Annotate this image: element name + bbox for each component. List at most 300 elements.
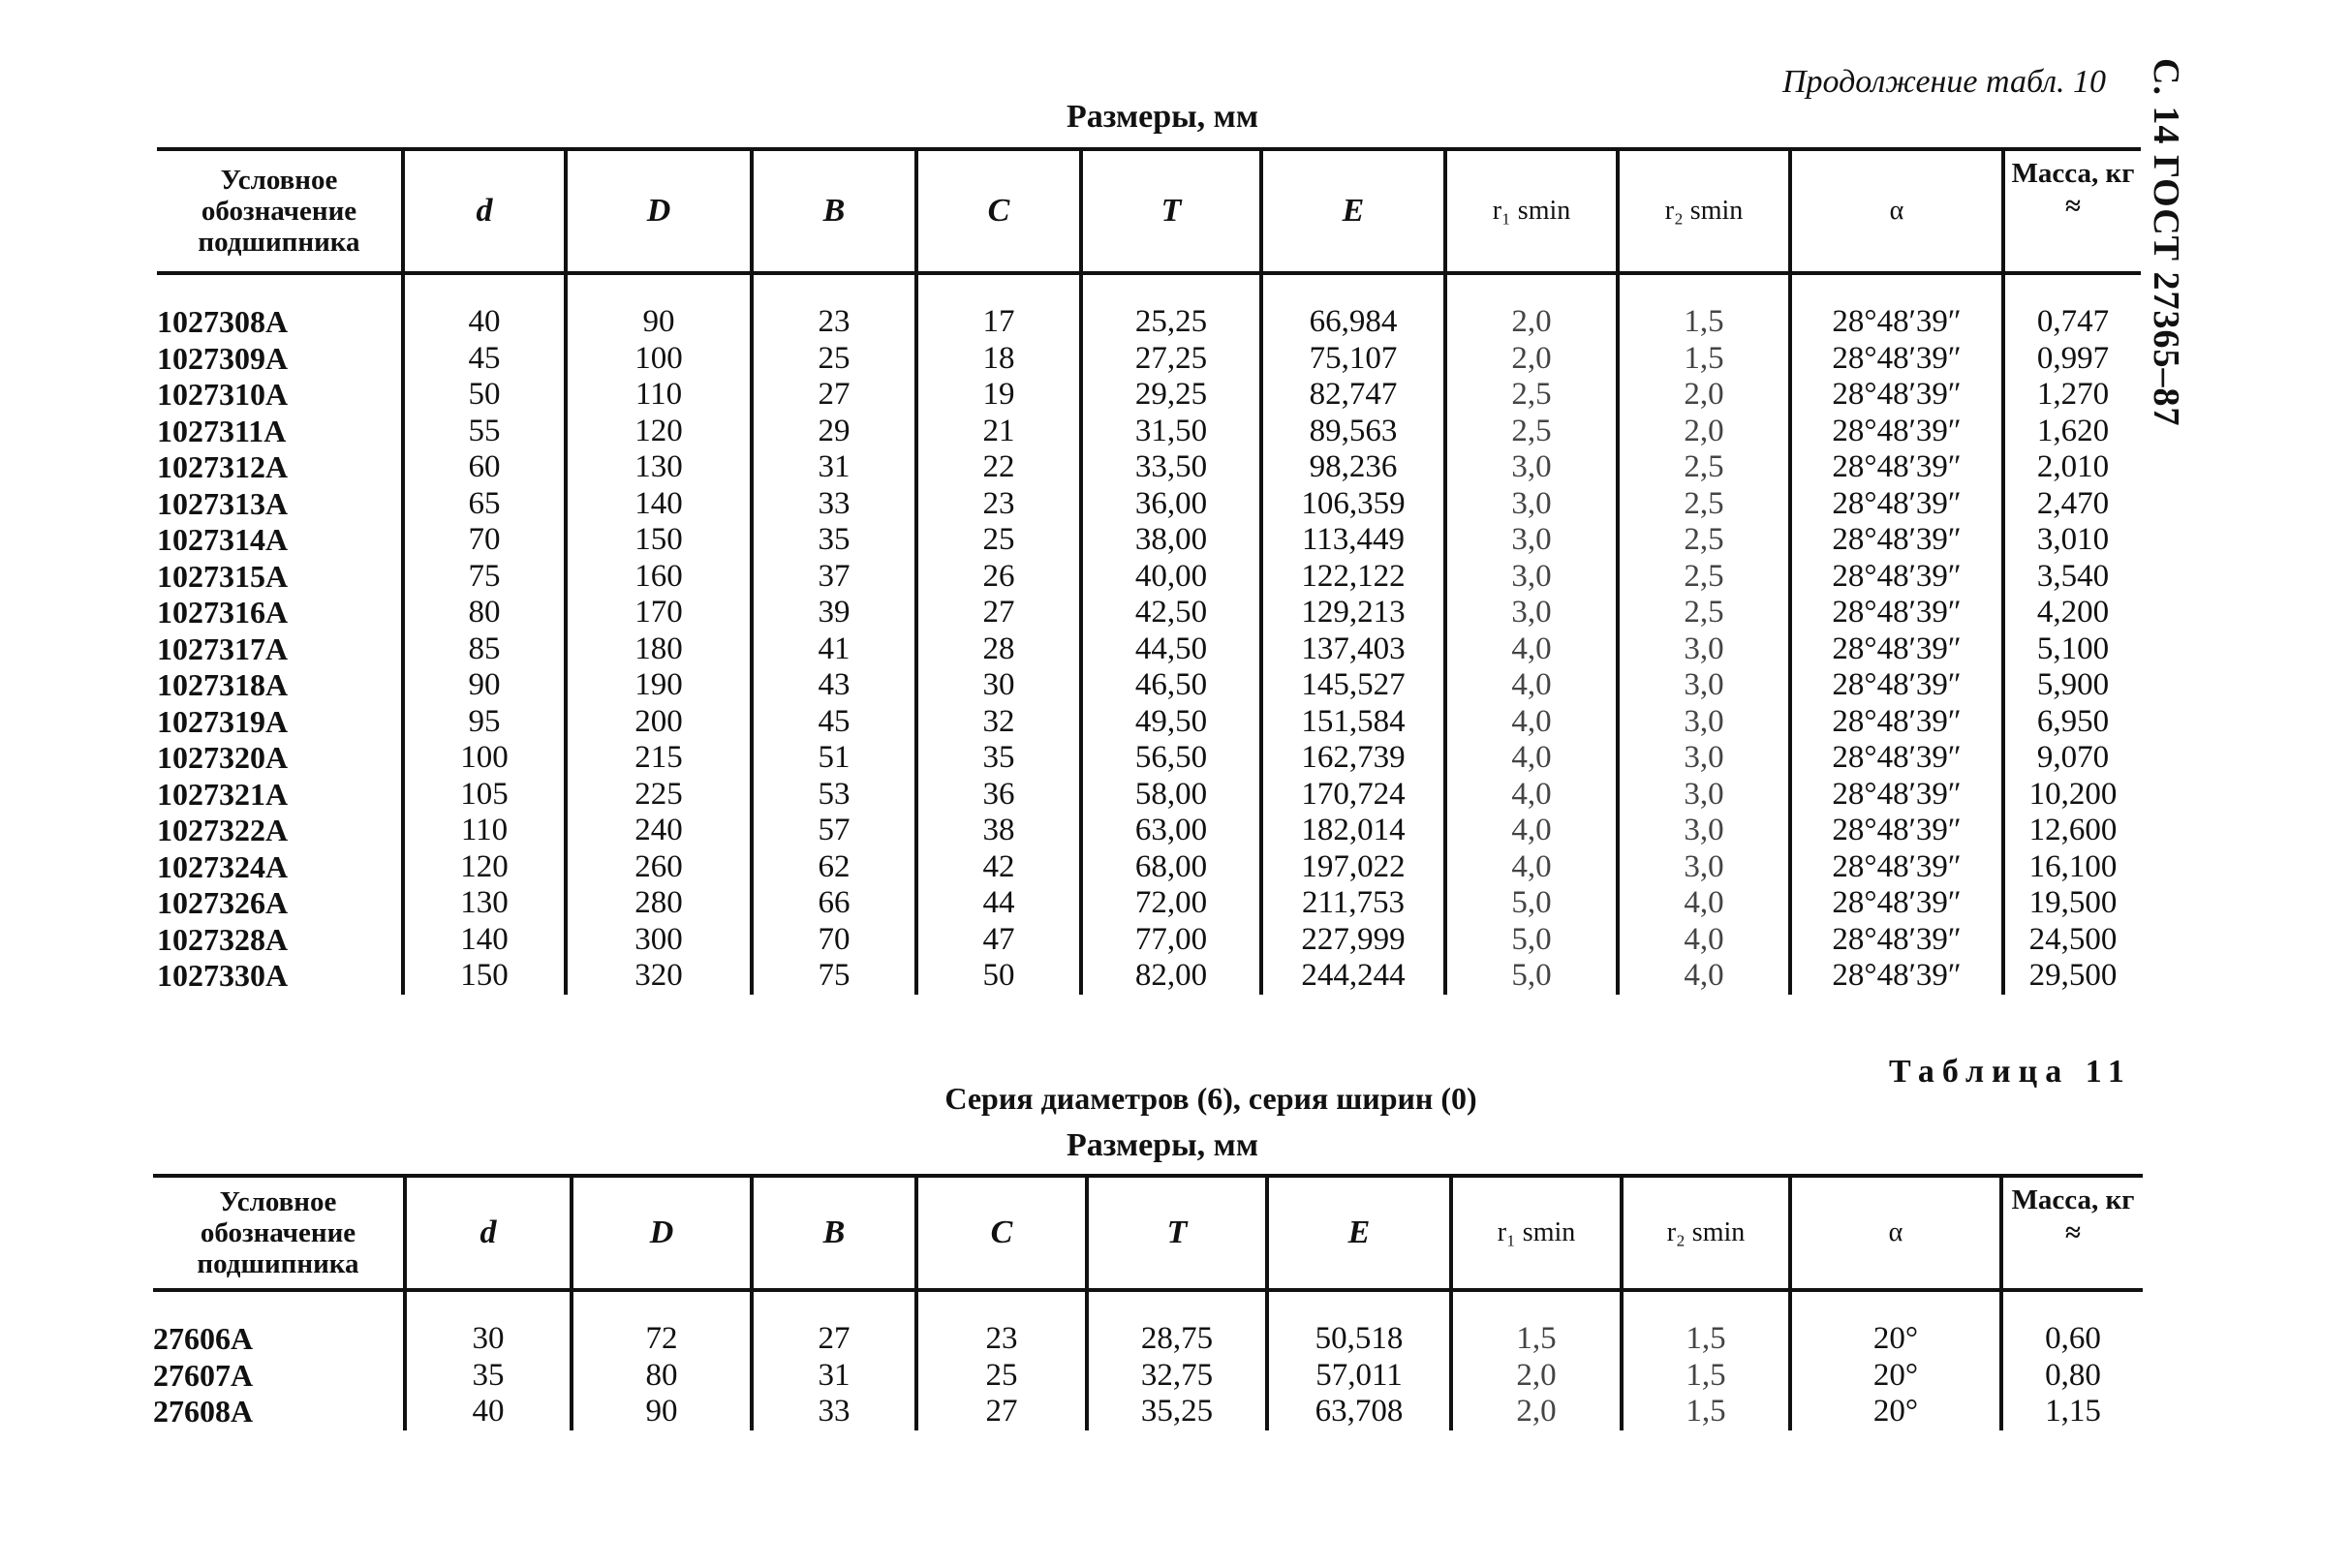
- cell-D: 280: [566, 885, 752, 922]
- cell-designation: 1027324A: [157, 848, 289, 884]
- cell-C: 25: [916, 522, 1081, 559]
- cell-D: 110: [566, 377, 752, 414]
- cell-D: 72: [572, 1321, 752, 1358]
- cell-T: 29,25: [1081, 377, 1261, 414]
- cell-T: 56,50: [1081, 740, 1261, 777]
- header-E: E: [1267, 1176, 1451, 1290]
- cell-T: 77,00: [1081, 922, 1261, 959]
- cell-designation: 1027328A: [157, 921, 289, 957]
- cell-r1smin: 4,0: [1445, 813, 1618, 849]
- cell-designation: 1027312A: [157, 449, 289, 484]
- cell-C: 27: [916, 595, 1081, 631]
- spacer-row: [153, 1290, 2143, 1321]
- cell-designation: 1027313A: [157, 485, 289, 521]
- cell-d: 50: [403, 377, 566, 414]
- spacer-row: [157, 273, 2141, 304]
- cell-designation: 1027321A: [157, 776, 289, 812]
- cell-r2smin: 3,0: [1618, 777, 1790, 814]
- cell-d: 70: [403, 522, 566, 559]
- cell-alpha: 28°48′39″: [1790, 667, 2003, 704]
- cell-D: 150: [566, 522, 752, 559]
- cell-B: 31: [752, 449, 916, 486]
- cell-E: 129,213: [1261, 595, 1445, 631]
- header-B: B: [752, 149, 916, 273]
- cell-r1smin: 2,5: [1445, 377, 1618, 414]
- spacer-cell: [752, 1290, 916, 1321]
- cell-d: 35: [405, 1358, 572, 1395]
- cell-d: 65: [403, 486, 566, 523]
- cell-mass: 4,200: [2003, 595, 2141, 631]
- table10-units: Размеры, мм: [1067, 99, 1258, 135]
- spacer-cell: [1790, 273, 2003, 304]
- cell-B: 51: [752, 740, 916, 777]
- cell-E: 82,747: [1261, 377, 1445, 414]
- cell-T: 31,50: [1081, 414, 1261, 450]
- table11-series: Серия диаметров (6), серия ширин (0): [944, 1081, 1477, 1116]
- table-row: [157, 885, 2141, 922]
- header-alpha: α: [1790, 149, 2003, 273]
- cell-alpha: 28°48′39″: [1790, 449, 2003, 486]
- cell-mass: 29,500: [2003, 958, 2141, 995]
- cell-B: 43: [752, 667, 916, 704]
- spacer-cell: [403, 273, 566, 304]
- cell-alpha: 28°48′39″: [1790, 377, 2003, 414]
- header-r2smin: r₂ smin: [1618, 149, 1790, 273]
- cell-r1smin: 5,0: [1445, 885, 1618, 922]
- table-row: [157, 304, 2141, 341]
- cell-C: 23: [916, 486, 1081, 523]
- cell-B: 53: [752, 777, 916, 814]
- cell-D: 200: [566, 704, 752, 741]
- cell-designation: 27607A: [153, 1357, 254, 1393]
- cell-C: 47: [916, 922, 1081, 959]
- cell-E: 151,584: [1261, 704, 1445, 741]
- cell-designation: 1027315A: [157, 558, 289, 594]
- cell-D: 120: [566, 414, 752, 450]
- cell-E: 197,022: [1261, 849, 1445, 886]
- cell-alpha: 28°48′39″: [1790, 777, 2003, 814]
- cell-d: 110: [403, 813, 566, 849]
- cell-r1smin: 4,0: [1445, 631, 1618, 668]
- cell-designation: 1027320A: [157, 740, 289, 775]
- cell-r2smin: 3,0: [1618, 740, 1790, 777]
- spacer-cell: [1081, 273, 1261, 304]
- cell-alpha: 28°48′39″: [1790, 414, 2003, 450]
- cell-r2smin: 1,5: [1622, 1358, 1790, 1395]
- cell-E: 113,449: [1261, 522, 1445, 559]
- spacer-cell: [1790, 1290, 2001, 1321]
- cell-r1smin: 3,0: [1445, 559, 1618, 596]
- cell-T: 38,00: [1081, 522, 1261, 559]
- cell-mass: 5,100: [2003, 631, 2141, 668]
- cell-C: 27: [916, 1394, 1087, 1430]
- cell-B: 27: [752, 1321, 916, 1358]
- spacer-cell: [153, 1290, 405, 1321]
- cell-designation: 1027330A: [157, 958, 289, 993]
- cell-d: 90: [403, 667, 566, 704]
- spacer-cell: [157, 273, 403, 304]
- spacer-cell: [2001, 1290, 2143, 1321]
- table11-units: Размеры, мм: [1067, 1127, 1258, 1163]
- cell-D: 190: [566, 667, 752, 704]
- cell-mass: 1,620: [2003, 414, 2141, 450]
- table-row: [157, 849, 2141, 886]
- cell-E: 211,753: [1261, 885, 1445, 922]
- spacer-cell: [1267, 1290, 1451, 1321]
- cell-T: 40,00: [1081, 559, 1261, 596]
- table-row: [157, 667, 2141, 704]
- cell-alpha: 28°48′39″: [1790, 631, 2003, 668]
- cell-E: 122,122: [1261, 559, 1445, 596]
- spacer-cell: [752, 273, 916, 304]
- cell-E: 98,236: [1261, 449, 1445, 486]
- cell-E: 145,527: [1261, 667, 1445, 704]
- cell-T: 68,00: [1081, 849, 1261, 886]
- cell-B: 31: [752, 1358, 916, 1395]
- header-B: B: [752, 1176, 916, 1290]
- cell-d: 150: [403, 958, 566, 995]
- header-C: C: [916, 1176, 1087, 1290]
- cell-designation: 27606A: [153, 1321, 254, 1356]
- spacer-cell: [1451, 1290, 1622, 1321]
- table-row: [157, 522, 2141, 559]
- cell-r1smin: 3,0: [1445, 522, 1618, 559]
- cell-mass: 24,500: [2003, 922, 2141, 959]
- table10-header-row: [157, 149, 2141, 273]
- cell-mass: 0,747: [2003, 304, 2141, 341]
- cell-E: 170,724: [1261, 777, 1445, 814]
- header-r1smin: r₁ smin: [1445, 149, 1618, 273]
- spacer-cell: [1445, 273, 1618, 304]
- cell-mass: 0,60: [2001, 1321, 2143, 1358]
- header-alpha: α: [1790, 1176, 2001, 1290]
- cell-E: 182,014: [1261, 813, 1445, 849]
- cell-r1smin: 2,0: [1445, 341, 1618, 378]
- cell-alpha: 28°48′39″: [1790, 740, 2003, 777]
- cell-D: 100: [566, 341, 752, 378]
- cell-alpha: 28°48′39″: [1790, 958, 2003, 995]
- cell-B: 29: [752, 414, 916, 450]
- cell-r1smin: 2,0: [1451, 1358, 1622, 1395]
- header-T: T: [1081, 149, 1261, 273]
- cell-C: 25: [916, 1358, 1087, 1395]
- spacer-cell: [566, 273, 752, 304]
- cell-C: 18: [916, 341, 1081, 378]
- cell-r2smin: 4,0: [1618, 885, 1790, 922]
- cell-T: 36,00: [1081, 486, 1261, 523]
- cell-r2smin: 3,0: [1618, 704, 1790, 741]
- header-mass: Масса, кг ≈: [2001, 1176, 2143, 1290]
- table-row: [153, 1358, 2143, 1395]
- table-row: [153, 1321, 2143, 1358]
- cell-designation: 1027314A: [157, 522, 289, 557]
- table-row: [157, 559, 2141, 596]
- cell-D: 160: [566, 559, 752, 596]
- cell-D: 260: [566, 849, 752, 886]
- cell-r2smin: 3,0: [1618, 813, 1790, 849]
- cell-E: 162,739: [1261, 740, 1445, 777]
- cell-d: 80: [403, 595, 566, 631]
- cell-mass: 0,997: [2003, 341, 2141, 378]
- table-row: [157, 958, 2141, 995]
- cell-C: 19: [916, 377, 1081, 414]
- cell-C: 42: [916, 849, 1081, 886]
- cell-r2smin: 1,5: [1622, 1394, 1790, 1430]
- cell-C: 30: [916, 667, 1081, 704]
- cell-r1smin: 4,0: [1445, 667, 1618, 704]
- cell-r2smin: 3,0: [1618, 849, 1790, 886]
- cell-D: 80: [572, 1358, 752, 1395]
- cell-alpha: 28°48′39″: [1790, 304, 2003, 341]
- cell-E: 66,984: [1261, 304, 1445, 341]
- cell-B: 70: [752, 922, 916, 959]
- cell-T: 63,00: [1081, 813, 1261, 849]
- table-row: [157, 777, 2141, 814]
- cell-r1smin: 1,5: [1451, 1321, 1622, 1358]
- cell-mass: 0,80: [2001, 1358, 2143, 1395]
- header-r2smin: r₂ smin: [1622, 1176, 1790, 1290]
- cell-d: 55: [403, 414, 566, 450]
- cell-mass: 6,950: [2003, 704, 2141, 741]
- cell-r1smin: 3,0: [1445, 595, 1618, 631]
- cell-r2smin: 2,5: [1618, 595, 1790, 631]
- cell-D: 140: [566, 486, 752, 523]
- cell-D: 170: [566, 595, 752, 631]
- cell-mass: 16,100: [2003, 849, 2141, 886]
- cell-d: 40: [405, 1394, 572, 1430]
- cell-E: 227,999: [1261, 922, 1445, 959]
- cell-T: 49,50: [1081, 704, 1261, 741]
- cell-D: 90: [566, 304, 752, 341]
- cell-r2smin: 2,0: [1618, 377, 1790, 414]
- cell-E: 106,359: [1261, 486, 1445, 523]
- cell-d: 30: [405, 1321, 572, 1358]
- cell-C: 38: [916, 813, 1081, 849]
- cell-E: 63,708: [1267, 1394, 1451, 1430]
- cell-r1smin: 4,0: [1445, 740, 1618, 777]
- cell-B: 66: [752, 885, 916, 922]
- cell-alpha: 28°48′39″: [1790, 486, 2003, 523]
- table-row: [157, 740, 2141, 777]
- cell-T: 72,00: [1081, 885, 1261, 922]
- table-row: [157, 486, 2141, 523]
- cell-mass: 2,470: [2003, 486, 2141, 523]
- cell-alpha: 28°48′39″: [1790, 559, 2003, 596]
- cell-D: 215: [566, 740, 752, 777]
- table-row: [157, 631, 2141, 668]
- cell-T: 58,00: [1081, 777, 1261, 814]
- cell-r2smin: 2,5: [1618, 522, 1790, 559]
- cell-C: 21: [916, 414, 1081, 450]
- spacer-cell: [572, 1290, 752, 1321]
- cell-T: 25,25: [1081, 304, 1261, 341]
- cell-mass: 9,070: [2003, 740, 2141, 777]
- cell-designation: 1027317A: [157, 630, 289, 666]
- cell-alpha: 20°: [1790, 1394, 2001, 1430]
- cell-r2smin: 4,0: [1618, 922, 1790, 959]
- cell-mass: 2,010: [2003, 449, 2141, 486]
- cell-designation: 1027319A: [157, 703, 289, 739]
- table-row: [157, 595, 2141, 631]
- table-row: [157, 414, 2141, 450]
- cell-T: 35,25: [1087, 1394, 1267, 1430]
- cell-alpha: 28°48′39″: [1790, 813, 2003, 849]
- cell-r2smin: 2,5: [1618, 559, 1790, 596]
- table-row: [157, 449, 2141, 486]
- header-D: D: [572, 1176, 752, 1290]
- cell-d: 75: [403, 559, 566, 596]
- cell-D: 300: [566, 922, 752, 959]
- cell-E: 57,011: [1267, 1358, 1451, 1395]
- cell-mass: 3,010: [2003, 522, 2141, 559]
- cell-C: 26: [916, 559, 1081, 596]
- cell-designation: 1027308A: [157, 304, 289, 339]
- cell-B: 41: [752, 631, 916, 668]
- cell-r1smin: 2,0: [1445, 304, 1618, 341]
- cell-T: 46,50: [1081, 667, 1261, 704]
- header-E: E: [1261, 149, 1445, 273]
- header-C: C: [916, 149, 1081, 273]
- cell-r1smin: 4,0: [1445, 777, 1618, 814]
- cell-alpha: 28°48′39″: [1790, 885, 2003, 922]
- spacer-cell: [916, 1290, 1087, 1321]
- cell-C: 44: [916, 885, 1081, 922]
- cell-T: 33,50: [1081, 449, 1261, 486]
- spacer-cell: [2003, 273, 2141, 304]
- spacer-cell: [405, 1290, 572, 1321]
- cell-B: 57: [752, 813, 916, 849]
- cell-T: 27,25: [1081, 341, 1261, 378]
- header-mass: Масса, кг ≈: [2003, 149, 2141, 273]
- cell-designation: 1027318A: [157, 667, 289, 702]
- header-T: T: [1087, 1176, 1267, 1290]
- cell-T: 82,00: [1081, 958, 1261, 995]
- cell-B: 62: [752, 849, 916, 886]
- cell-B: 39: [752, 595, 916, 631]
- cell-designation: 27608A: [153, 1394, 254, 1429]
- cell-d: 140: [403, 922, 566, 959]
- cell-r2smin: 1,5: [1618, 304, 1790, 341]
- cell-mass: 10,200: [2003, 777, 2141, 814]
- cell-alpha: 20°: [1790, 1358, 2001, 1395]
- table-row: [153, 1394, 2143, 1430]
- cell-D: 130: [566, 449, 752, 486]
- cell-r1smin: 5,0: [1445, 958, 1618, 995]
- cell-alpha: 28°48′39″: [1790, 341, 2003, 378]
- cell-designation: 1027311A: [157, 413, 287, 448]
- cell-B: 45: [752, 704, 916, 741]
- cell-D: 240: [566, 813, 752, 849]
- header-designation: Условное обозначение подшипника: [157, 149, 403, 273]
- cell-E: 75,107: [1261, 341, 1445, 378]
- cell-designation: 1027322A: [157, 813, 289, 847]
- spacer-cell: [1087, 1290, 1267, 1321]
- table11-label: Таблица 11: [1889, 1054, 2132, 1090]
- table11: [153, 1174, 2143, 1430]
- cell-E: 244,244: [1261, 958, 1445, 995]
- cell-r1smin: 3,0: [1445, 486, 1618, 523]
- cell-D: 225: [566, 777, 752, 814]
- cell-r1smin: 4,0: [1445, 704, 1618, 741]
- spacer-cell: [1261, 273, 1445, 304]
- cell-mass: 1,270: [2003, 377, 2141, 414]
- header-d: d: [405, 1176, 572, 1290]
- cell-T: 44,50: [1081, 631, 1261, 668]
- cell-r1smin: 2,0: [1451, 1394, 1622, 1430]
- cell-E: 137,403: [1261, 631, 1445, 668]
- cell-r2smin: 1,5: [1622, 1321, 1790, 1358]
- cell-C: 17: [916, 304, 1081, 341]
- cell-alpha: 28°48′39″: [1790, 922, 2003, 959]
- cell-d: 85: [403, 631, 566, 668]
- cell-d: 40: [403, 304, 566, 341]
- table-row: [157, 813, 2141, 849]
- table-row: [157, 377, 2141, 414]
- header-designation: Условное обозначение подшипника: [153, 1176, 405, 1290]
- cell-alpha: 28°48′39″: [1790, 595, 2003, 631]
- cell-d: 120: [403, 849, 566, 886]
- cell-T: 28,75: [1087, 1321, 1267, 1358]
- spacer-cell: [1618, 273, 1790, 304]
- cell-r2smin: 2,5: [1618, 449, 1790, 486]
- cell-alpha: 28°48′39″: [1790, 704, 2003, 741]
- cell-designation: 1027316A: [157, 595, 289, 630]
- cell-r2smin: 4,0: [1618, 958, 1790, 995]
- cell-d: 95: [403, 704, 566, 741]
- cell-d: 130: [403, 885, 566, 922]
- cell-r1smin: 4,0: [1445, 849, 1618, 886]
- cell-r2smin: 2,0: [1618, 414, 1790, 450]
- cell-B: 37: [752, 559, 916, 596]
- cell-B: 33: [752, 1394, 916, 1430]
- side-page-header: С. 14 ГОСТ 27365–87: [2146, 58, 2186, 427]
- cell-mass: 5,900: [2003, 667, 2141, 704]
- cell-B: 27: [752, 377, 916, 414]
- cell-C: 32: [916, 704, 1081, 741]
- cell-r1smin: 3,0: [1445, 449, 1618, 486]
- header-r1smin: r₁ smin: [1451, 1176, 1622, 1290]
- cell-d: 45: [403, 341, 566, 378]
- cell-T: 32,75: [1087, 1358, 1267, 1395]
- cell-r1smin: 2,5: [1445, 414, 1618, 450]
- cell-d: 100: [403, 740, 566, 777]
- cell-alpha: 20°: [1790, 1321, 2001, 1358]
- cell-C: 28: [916, 631, 1081, 668]
- cell-mass: 19,500: [2003, 885, 2141, 922]
- cell-T: 42,50: [1081, 595, 1261, 631]
- table-row: [157, 704, 2141, 741]
- cell-designation: 1027326A: [157, 885, 289, 920]
- continuation-caption: Продолжение табл. 10: [1782, 64, 2107, 100]
- table-row: [157, 341, 2141, 378]
- cell-C: 23: [916, 1321, 1087, 1358]
- cell-B: 25: [752, 341, 916, 378]
- spacer-cell: [1622, 1290, 1790, 1321]
- table10: [157, 147, 2141, 995]
- cell-alpha: 28°48′39″: [1790, 522, 2003, 559]
- table-row: [157, 922, 2141, 959]
- header-D: D: [566, 149, 752, 273]
- cell-B: 23: [752, 304, 916, 341]
- cell-d: 60: [403, 449, 566, 486]
- cell-B: 35: [752, 522, 916, 559]
- cell-r2smin: 1,5: [1618, 341, 1790, 378]
- cell-B: 75: [752, 958, 916, 995]
- cell-alpha: 28°48′39″: [1790, 849, 2003, 886]
- header-d: d: [403, 149, 566, 273]
- table11-header-row: [153, 1176, 2143, 1290]
- cell-B: 33: [752, 486, 916, 523]
